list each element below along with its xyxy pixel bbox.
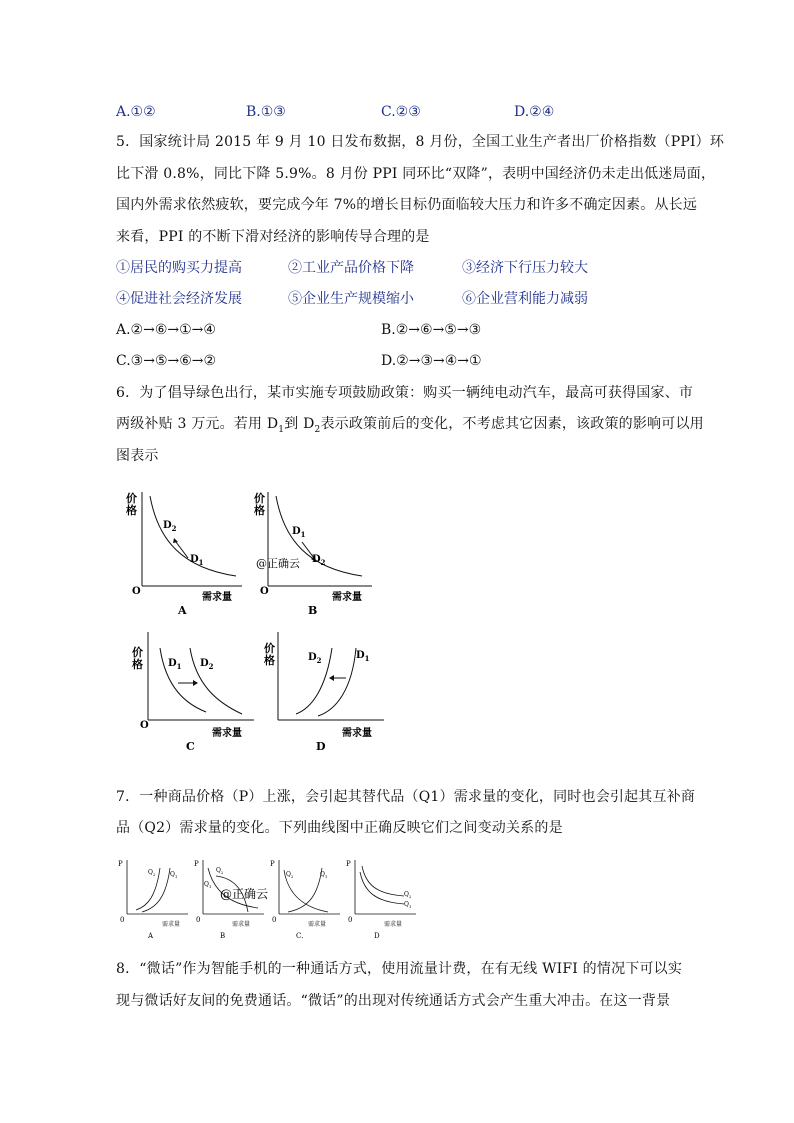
q7c-caption: C. (296, 932, 304, 940)
q6b-watermark: @正确云 (256, 557, 300, 570)
q8-stem-line-1: 8．“微话”作为智能手机的一种通话方式，使用流量计费，在有无线 WIFI 的情况下可以实 (116, 961, 683, 977)
q6a-quantity-label: 需求量 (202, 592, 232, 603)
q7d-origin: 0 (348, 916, 353, 924)
q6a-price-label-1: 价 (126, 492, 137, 505)
q6-stem-line-1: 6．为了倡导绿色出行，某市实施专项鼓励政策：购买一辆纯电动汽车，最高可获得国家、市 (116, 385, 694, 401)
q5-option-a: A.②→⑥→①→④ (116, 322, 216, 338)
q7a-p-label: P (118, 860, 123, 868)
q6a-caption: A (178, 604, 187, 617)
q6-line2-part-b: 到 D (284, 416, 315, 432)
q5-item-6: ⑥企业营利能力减弱 (462, 291, 588, 307)
q6c-arrowhead (193, 680, 198, 686)
q6-d2-subscript: 2 (314, 424, 321, 435)
q6d-price-label-1: 价 (264, 642, 275, 655)
q6a-arrowhead (173, 538, 178, 543)
q7d-caption: D (374, 932, 380, 940)
q5-stem-line-4: 来看，PPI 的不断下滑对经济的影响传导合理的是 (116, 229, 430, 245)
q6c-quantity-label: 需求量 (212, 728, 242, 739)
q6-graph-c (128, 628, 258, 754)
q6-graph-b (248, 488, 378, 616)
q6c-caption: C (186, 740, 195, 753)
q7b-origin: 0 (196, 916, 201, 924)
q7b-q2-label: $Q_2$ (216, 867, 224, 875)
q6b-price-label-1: 价 (254, 492, 265, 505)
q7d-p-label: P (346, 860, 351, 868)
q7-graph-c (266, 856, 344, 940)
q7c-p-label: P (270, 860, 275, 868)
q6b-price-label-2: 格 (254, 504, 265, 517)
q6c-price-label-2: 格 (132, 658, 143, 671)
q6-graph-d (258, 628, 388, 754)
q6b-origin: O (260, 586, 269, 597)
q7c-quantity-label: 需求量 (308, 921, 327, 928)
q6a-d2-label: $D_2$ (163, 520, 177, 533)
q6d-d1-label: $D_1$ (356, 650, 370, 663)
q6c-d1-label: $D_1$ (168, 658, 182, 671)
q4-option-b: B.①③ (246, 104, 286, 120)
q7a-q2-label: $Q_2$ (148, 869, 156, 877)
q7a-origin: 0 (120, 916, 125, 924)
q7d-q2-curve (362, 866, 404, 896)
q7b-quantity-label: 需求量 (232, 921, 251, 928)
q5-item-1: ①居民的购买力提高 (116, 260, 242, 276)
q4-option-d: D.②④ (514, 104, 555, 120)
q6a-price-label-2: 格 (126, 504, 137, 517)
q6a-d1-label: $D_1$ (190, 554, 204, 567)
q5-option-c: C.③→⑤→⑥→② (116, 353, 217, 369)
q6a-origin: O (132, 586, 141, 597)
q7b-p-label: P (194, 860, 199, 868)
q6d-price-label-2: 格 (264, 654, 275, 667)
q5-item-2: ②工业产品价格下降 (288, 260, 414, 276)
q5-option-d: D.②→③→④→① (381, 353, 482, 369)
q7c-origin: 0 (272, 916, 277, 924)
q5-item-5: ⑤企业生产规模缩小 (288, 291, 414, 307)
q6d-quantity-label: 需求量 (342, 728, 372, 739)
q7d-q2-label: $Q_2$ (404, 891, 412, 899)
q6c-d2-curve (190, 648, 242, 714)
q5-item-4: ④促进社会经济发展 (116, 291, 242, 307)
q6-graph-a (122, 488, 250, 616)
q7c-q1-label: $Q_1$ (320, 871, 328, 879)
q6c-origin: O (140, 720, 149, 731)
q7d-q1-curve (360, 872, 404, 904)
q7c-q2-label: $Q_2$ (286, 871, 294, 879)
q6-d1-subscript: 1 (278, 424, 285, 435)
q5-stem-line-3: 国内外需求依然疲软，要完成今年 7%的增长目标仍面临较大压力和许多不确定因素。从长远 (116, 197, 698, 213)
q8-stem-line-2: 现与微话好友间的免费通话。“微话”的出现对传统通话方式会产生重大冲击。在这一背景 (116, 993, 671, 1009)
q7a-quantity-label: 需求量 (162, 921, 181, 928)
q6b-quantity-label: 需求量 (332, 592, 362, 603)
q5-stem-line-1: 5．国家统计局 2015 年 9 月 10 日发布数据，8 月份，全国工业生产者出厂价格指数（PPI）环 (116, 134, 725, 150)
q6-line2-part-a: 两级补贴 3 万元。若用 D (116, 416, 279, 432)
q7a-q1-curve (142, 868, 170, 912)
q5-option-b: B.②→⑥→⑤→③ (381, 322, 482, 338)
q7-stem-line-1: 7．一种商品价格（P）上涨，会引起其替代品（Q1）需求量的变化，同时也会引起其互补商 (116, 789, 696, 805)
q5-stem-line-2: 比下滑 0.8%，同比下降 5.9%。8 月份 PPI 同环比“双降”，表明中国经济仍未走出低迷局面， (116, 166, 716, 182)
q6c-d2-label: $D_2$ (200, 658, 214, 671)
q6-line2-part-c: 表示政策前后的变化，不考虑其它因素，该政策的影响可以用 (320, 416, 704, 432)
q7a-q1-label: $Q_1$ (170, 871, 178, 879)
q4-option-a: A.①② (116, 104, 156, 120)
q7a-caption: A (148, 932, 154, 940)
q6b-caption: B (308, 604, 318, 617)
q6d-arrowhead (329, 675, 334, 681)
q7b-watermark: @正确云 (220, 887, 269, 901)
q7-stem-line-2: 品（Q2）需求量的变化。下列曲线图中正确反映它们之间变动关系的是 (116, 820, 563, 836)
q7-graph-d (342, 856, 420, 940)
q7-graph-b (190, 856, 268, 940)
q6-stem-line-3: 图表示 (116, 448, 159, 464)
q6-stem-line-2 (116, 414, 704, 440)
q6c-price-label-1: 价 (132, 646, 143, 659)
q5-item-3: ③经济下行压力较大 (462, 260, 588, 276)
q7-graph-a (114, 856, 192, 940)
q7d-q1-label: $Q_1$ (404, 901, 412, 909)
q6d-d2-label: $D_2$ (308, 652, 322, 665)
q6b-d2-label: $D_2$ (312, 554, 326, 567)
q7b-q1-label: $Q_1$ (204, 881, 212, 889)
q4-option-c: C.②③ (381, 104, 421, 120)
q7b-caption: B (220, 932, 226, 940)
q7d-quantity-label: 需求量 (384, 921, 403, 928)
q6d-caption: D (316, 740, 326, 753)
q6b-d1-label: $D_1$ (292, 526, 306, 539)
